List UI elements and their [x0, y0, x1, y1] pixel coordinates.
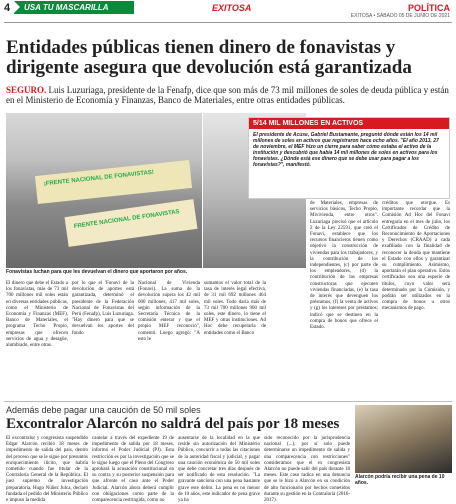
page-header — [0, 0, 456, 34]
header-rule — [4, 22, 452, 23]
photo-banner-2: FRENTE NACIONAL DE FONAVISTAS — [65, 199, 198, 247]
second-column-4: sido reconocido por la jurisprudencia nacional (...), por sí solo puede determinarse un impedimento de salida y una comparecencia con restricciones" consideramos que el ex congresista Alarcón no puede salir del país durante 18 meses. Este caso radica en una denuncia que se le hizo a Alarcón en su condición de alto funcionario por hechos cometidos durante su gestión en la Contraloría (2016-2017). — [264, 436, 350, 504]
protest-photo — [6, 113, 202, 268]
highlight-box — [248, 117, 450, 199]
page-number: 4 — [4, 2, 11, 14]
highlight-title: 5/14 MIL MILLONES EN ACTIVOS — [249, 118, 449, 129]
newspaper-logo: EXITOSA — [212, 3, 252, 13]
dateline: EXITOSA • SÁBADO 05 DE JUNIO DE 2021 — [350, 13, 450, 19]
photo-banner-1: ¡FRENTE NACIONAL DE FONAVISTAS! — [35, 160, 192, 204]
second-column-2: cautelar a través del expediente 19 de impedimento de salida por 18 meses, informó el Poder Judicial (PJ). Esta restricción es por la investigación que se le sigue luego que el Pleno del Congreso aprobará la acusación constitucional en su contra y su posterior suspensión para que afronte el caso ante el Poder Judicial. Alarcón ahora deberá cumplir con obligaciones como parte de la comparecencia restringida, como no — [92, 436, 174, 504]
article-separator — [4, 401, 452, 402]
mask-banner: USA TU MASCARILLA — [14, 1, 134, 14]
main-headline: Entidades públicas tienen dinero de fonavistas y dirigente asegura que devolución está garantizada — [6, 37, 412, 78]
lead-label: SEGURO. — [6, 85, 47, 95]
body-column-1: El dinero que debe el Estado a los fonavistas, más de 73 mil 700 millones mil soles están en diversas entidades públicas, como el Ministerio de Economía y Finanzas (MEF), Banco de Materiales, el programa Techo Propio, empresas que ofrecen servicios de agua y desagüe, alumbrado, entre otras. — [6, 281, 68, 349]
alarcon-photo — [355, 405, 452, 473]
body-column-3: Nacional de Vivienda (Fonavi). La suma de la devolución supera los 42 mil 000 millones; 417 mil soles, según información de la Secretaría Técnica de la comisión enterar y que el propio MEF reconoció", comentó. Luego agregó: "A esto le — [138, 281, 200, 342]
second-column-3: ausentarse de la localidad en la que reside sin autorización del Ministerio Público, concurrir a todas las citaciones de la autoridad fiscal y judicial, y pagar una caución económica de 50 mil soles que debe concretar tres días después de ser notificado de esta resolución. "La gravante sanciona con una pena bastante grave este delito. La pena es no menor de 10 años, este indicador de pena grave ya ha — [178, 436, 260, 504]
highlight-text: El presidente de Acuse, Gabriel Bustamante, preguntó dónde están los 14 mil millones de soles en activos que registraron hace ocho años. "El año 2013, 27 de noviembre, el MEF hizo un cierre para saber cómo estaba el activo de la institución y descubrió que había 14 mil millones de soles en activos para los fonavistas. ¿Dónde está ese dinero que se debe usar para pagar a los fonavistas?", manifestó. — [253, 132, 439, 168]
second-kicker: Además debe pagar una caución de 50 mil soles — [6, 405, 201, 415]
section-label: POLÍTICA — [408, 3, 450, 13]
lead-paragraph — [6, 85, 450, 105]
body-column-5: de Materiales, empresas de servicios básicos, Techo Propio, Mivivienda, entre otros". Luzuriaga precisó que el artículo 2 de la Ley 22591, que creó el Fonavi, establece que los recursos financieros tienen como objetivo la construcción de viviendas para los trabajadores, y la contribución de los independientes, (c) por parte de los empleadores, (d) la contribución de las empresas constructoras que ejecuten viviendas financiadas, (e) la tasa de interés que devenguen los préstamos, (f) la venta de activos y (g) los intereses por préstamos; indicó que se destinen en la compra de bonos que ofrece el Estado. — [310, 201, 378, 331]
second-headline: Excontralor Alarcón no saldrá del país por 18 meses — [6, 416, 340, 432]
second-column-1: El excontralor y congresista suspendido Edgar Alarcón recibió 18 meses de impedimento de salida del país, dentro del proceso que se le sigue por presuntos enriquecimiento ilícito, que habría cometido cuando fue titular de la Contraloría General de la República. El juez supremo de investigación preparatoria, Hugo Núñez Julca, declaró fundada el pedido del Ministerio Público e impuso la medida — [6, 436, 88, 504]
body-column-4: sumamos el valor total de la tasa de interés legal efectiva, de 31 mil 692 millones 464 mil soles. Todo daría más de 73 mil 700 millones 900 mil soles, este dinero, lo tiene el MEF y otras instituciones. Ad Hoc debe recuperarla de entidades como el Banco — [204, 281, 266, 336]
photo-caption: Fonavistas luchan para que les devuelvan el dinero que aportaron por años. — [6, 269, 188, 275]
body-column-2: por lo que el 'Fonavi de la devolución de aportes está garantizada, determinó el presidente de la Federación Nacional de Fonavistas del Perú (Fenafp), Luis Luzuriaga. "Hay dinero para que se devuelvan los aportes del fondo — [72, 281, 134, 336]
lead-text: Luis Luzuriaga, presidente de la Fenafp, dice que son más de 73 mil millones de soles de deuda pública y están en el Ministerio de Economía y Finanzas, Banco de Materiales, entre otras entidades públicas. — [6, 85, 449, 105]
alarcon-photo-caption: Alarcón podría recibir una pena de 10 años. — [355, 474, 445, 486]
body-column-6: créditos que otorgue. Es importante recordar que la Comisión Ad Hoc del Fonavi entregaría en el mes de julio, los Certificados de Crédito de Reconocimiento de Aportaciones y Derechos (CRAAD) a cada exafiliado con la finalidad de reconocer la deuda que mantiene el Estado con ellos y garantizar su cumplimiento. Asimismo, aportarán el plan operativo. Estos certificados son una especie de títulos, cuyo valor será determinado por la Comisión, y podrán ser utilizados en la compra de bonos u otros mecanismos de pago. — [382, 201, 450, 312]
